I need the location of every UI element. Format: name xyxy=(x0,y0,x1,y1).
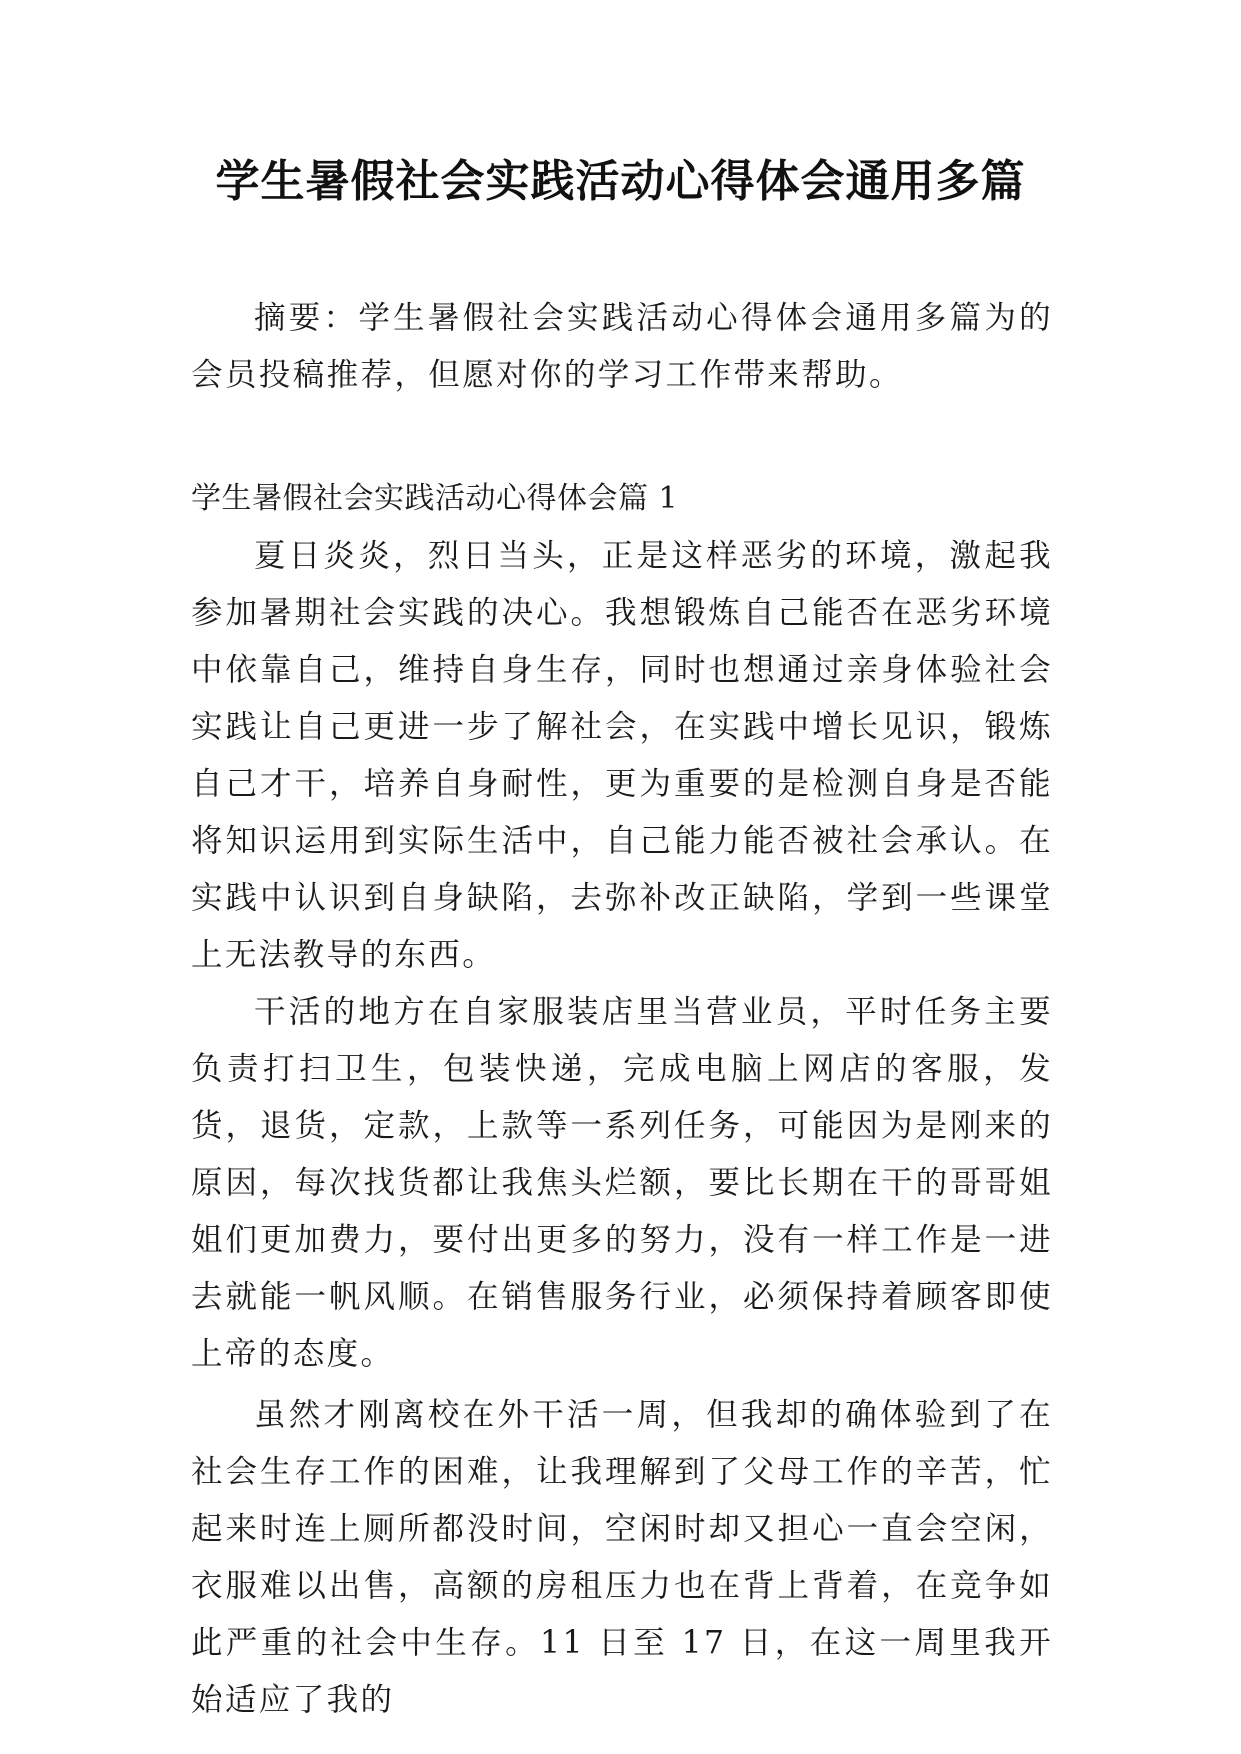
document-body xyxy=(191,290,1053,1729)
section-heading: 学生暑假社会实践活动心得体会篇 1 xyxy=(191,481,679,516)
document-title: 学生暑假社会实践活动心得体会通用多篇 xyxy=(215,156,1026,207)
abstract-paragraph: 摘要：学生暑假社会实践活动心得体会通用多篇为的会员投稿推荐，但愿对你的学习工作带来帮助。 xyxy=(191,300,1053,393)
body-paragraph-3: 虽然才刚离校在外干活一周，但我却的确体验到了在社会生存工作的困难，让我理解到了父母工作的辛苦，忙起来时连上厕所都没时间，空闲时却又担心一直会空闲，衣服难以出售，高额的房租压力也在背上背着，在竞争如此严重的社会中生存。11 日至 17 日，在这一周里我开始适应了我的 xyxy=(191,1397,1053,1718)
body-paragraph-1: 夏日炎炎，烈日当头，正是这样恶劣的环境，激起我参加暑期社会实践的决心。我想锻炼自己能否在恶劣环境中依靠自己，维持自身生存，同时也想通过亲身体验社会实践让自己更进一步了解社会，在实践中增长见识，锻炼自己才干，培养自身耐性，更为重要的是检测自身是否能将知识运用到实际生活中，自己能力能否被社会承认。在实践中认识到自身缺陷，去弥补改正缺陷，学到一些课堂上无法教导的东西。 xyxy=(191,538,1053,973)
body-paragraph-2: 干活的地方在自家服装店里当营业员，平时任务主要负责打扫卫生，包装快递，完成电脑上网店的客服，发货，退货，定款，上款等一系列任务，可能因为是刚来的原因，每次找货都让我焦头烂额，要比长期在干的哥哥姐姐们更加费力，要付出更多的努力，没有一样工作是一进去就能一帆风顺。在销售服务行业，必须保持着顾客即使上帝的态度。 xyxy=(191,994,1053,1372)
